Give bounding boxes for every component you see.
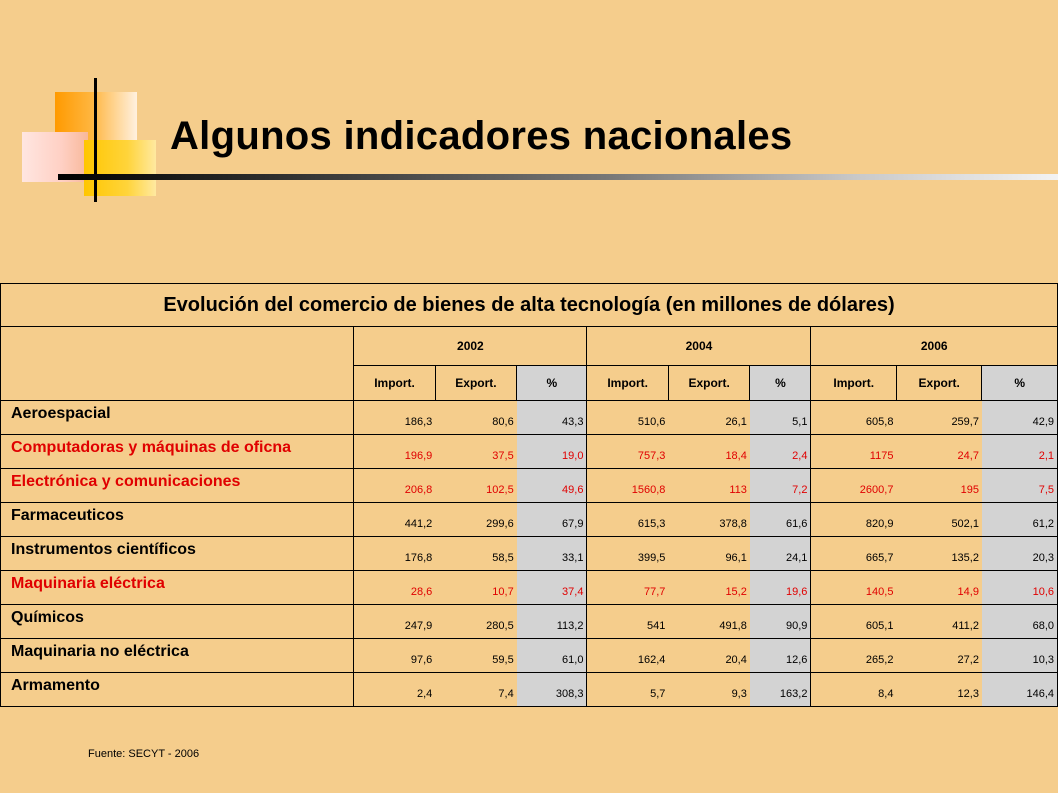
percent-cell: 113,2: [517, 605, 587, 639]
percent-header: %: [517, 366, 587, 401]
row-label: Químicos: [1, 605, 354, 639]
import-cell: 162,4: [587, 639, 668, 673]
table-row: [1, 503, 1058, 537]
import-cell: 541: [587, 605, 668, 639]
import-header: Import.: [587, 366, 668, 401]
row-label: Farmaceuticos: [1, 503, 354, 537]
import-cell: 140,5: [811, 571, 897, 605]
percent-cell: 43,3: [517, 401, 587, 435]
row-label: Aeroespacial: [1, 401, 354, 435]
export-cell: 135,2: [896, 537, 982, 571]
import-header: Import.: [354, 366, 435, 401]
export-cell: 12,3: [896, 673, 982, 707]
import-cell: 1175: [811, 435, 897, 469]
percent-cell: 49,6: [517, 469, 587, 503]
import-cell: 247,9: [354, 605, 435, 639]
row-label: Maquinaria no eléctrica: [1, 639, 354, 673]
import-cell: 399,5: [587, 537, 668, 571]
percent-cell: 10,3: [982, 639, 1058, 673]
export-cell: 27,2: [896, 639, 982, 673]
percent-cell: 5,1: [750, 401, 811, 435]
percent-cell: 7,2: [750, 469, 811, 503]
import-cell: 510,6: [587, 401, 668, 435]
export-cell: 96,1: [668, 537, 749, 571]
export-cell: 58,5: [435, 537, 516, 571]
export-cell: 80,6: [435, 401, 516, 435]
percent-cell: 308,3: [517, 673, 587, 707]
row-label: Instrumentos científicos: [1, 537, 354, 571]
import-cell: 206,8: [354, 469, 435, 503]
percent-cell: 90,9: [750, 605, 811, 639]
import-cell: 8,4: [811, 673, 897, 707]
percent-cell: 61,0: [517, 639, 587, 673]
export-cell: 7,4: [435, 673, 516, 707]
year-header: 2006: [811, 327, 1058, 366]
percent-cell: 19,0: [517, 435, 587, 469]
percent-cell: 146,4: [982, 673, 1058, 707]
export-cell: 113: [668, 469, 749, 503]
trade-table: [0, 283, 1058, 707]
export-cell: 37,5: [435, 435, 516, 469]
export-cell: 102,5: [435, 469, 516, 503]
table-row: [1, 639, 1058, 673]
table-row: [1, 605, 1058, 639]
page-title: Algunos indicadores nacionales: [170, 114, 793, 158]
year-header: 2002: [354, 327, 587, 366]
percent-cell: 61,2: [982, 503, 1058, 537]
export-cell: 26,1: [668, 401, 749, 435]
import-cell: 77,7: [587, 571, 668, 605]
export-header: Export.: [435, 366, 516, 401]
import-cell: 615,3: [587, 503, 668, 537]
percent-cell: 61,6: [750, 503, 811, 537]
import-cell: 1560,8: [587, 469, 668, 503]
import-cell: 186,3: [354, 401, 435, 435]
import-cell: 265,2: [811, 639, 897, 673]
row-label: Maquinaria eléctrica: [1, 571, 354, 605]
percent-cell: 42,9: [982, 401, 1058, 435]
export-cell: 24,7: [896, 435, 982, 469]
export-cell: 411,2: [896, 605, 982, 639]
import-cell: 665,7: [811, 537, 897, 571]
import-cell: 757,3: [587, 435, 668, 469]
export-cell: 378,8: [668, 503, 749, 537]
table-row: [1, 401, 1058, 435]
percent-cell: 7,5: [982, 469, 1058, 503]
table-row: [1, 469, 1058, 503]
import-cell: 820,9: [811, 503, 897, 537]
percent-cell: 12,6: [750, 639, 811, 673]
percent-header: %: [750, 366, 811, 401]
table-caption: Evolución del comercio de bienes de alta tecnología (en millones de dólares): [1, 284, 1058, 327]
percent-cell: 33,1: [517, 537, 587, 571]
year-header: 2004: [587, 327, 811, 366]
export-cell: 20,4: [668, 639, 749, 673]
table-row: [1, 537, 1058, 571]
export-cell: 280,5: [435, 605, 516, 639]
title-underline: [58, 174, 1058, 180]
export-cell: 259,7: [896, 401, 982, 435]
import-cell: 28,6: [354, 571, 435, 605]
import-cell: 2,4: [354, 673, 435, 707]
import-cell: 605,8: [811, 401, 897, 435]
import-header: Import.: [811, 366, 897, 401]
percent-cell: 2,4: [750, 435, 811, 469]
export-cell: 491,8: [668, 605, 749, 639]
percent-cell: 37,4: [517, 571, 587, 605]
export-cell: 14,9: [896, 571, 982, 605]
import-cell: 441,2: [354, 503, 435, 537]
percent-cell: 19,6: [750, 571, 811, 605]
export-cell: 18,4: [668, 435, 749, 469]
percent-cell: 24,1: [750, 537, 811, 571]
percent-header: %: [982, 366, 1058, 401]
source-note: Fuente: SECYT - 2006: [88, 748, 200, 760]
percent-cell: 20,3: [982, 537, 1058, 571]
row-label: Electrónica y comunicaciones: [1, 469, 354, 503]
empty-header-cell: [1, 327, 354, 401]
import-cell: 196,9: [354, 435, 435, 469]
percent-cell: 67,9: [517, 503, 587, 537]
export-cell: 59,5: [435, 639, 516, 673]
import-cell: 2600,7: [811, 469, 897, 503]
percent-cell: 2,1: [982, 435, 1058, 469]
export-cell: 195: [896, 469, 982, 503]
import-cell: 5,7: [587, 673, 668, 707]
decorative-vertical-line: [94, 78, 97, 202]
import-cell: 97,6: [354, 639, 435, 673]
export-header: Export.: [668, 366, 749, 401]
percent-cell: 163,2: [750, 673, 811, 707]
import-cell: 176,8: [354, 537, 435, 571]
export-cell: 502,1: [896, 503, 982, 537]
export-cell: 9,3: [668, 673, 749, 707]
export-cell: 15,2: [668, 571, 749, 605]
percent-cell: 10,6: [982, 571, 1058, 605]
table-row: [1, 435, 1058, 469]
export-cell: 10,7: [435, 571, 516, 605]
percent-cell: 68,0: [982, 605, 1058, 639]
import-cell: 605,1: [811, 605, 897, 639]
export-cell: 299,6: [435, 503, 516, 537]
row-label: Armamento: [1, 673, 354, 707]
table-row: [1, 571, 1058, 605]
row-label: Computadoras y máquinas de oficna: [1, 435, 354, 469]
export-header: Export.: [896, 366, 982, 401]
table-row: [1, 673, 1058, 707]
